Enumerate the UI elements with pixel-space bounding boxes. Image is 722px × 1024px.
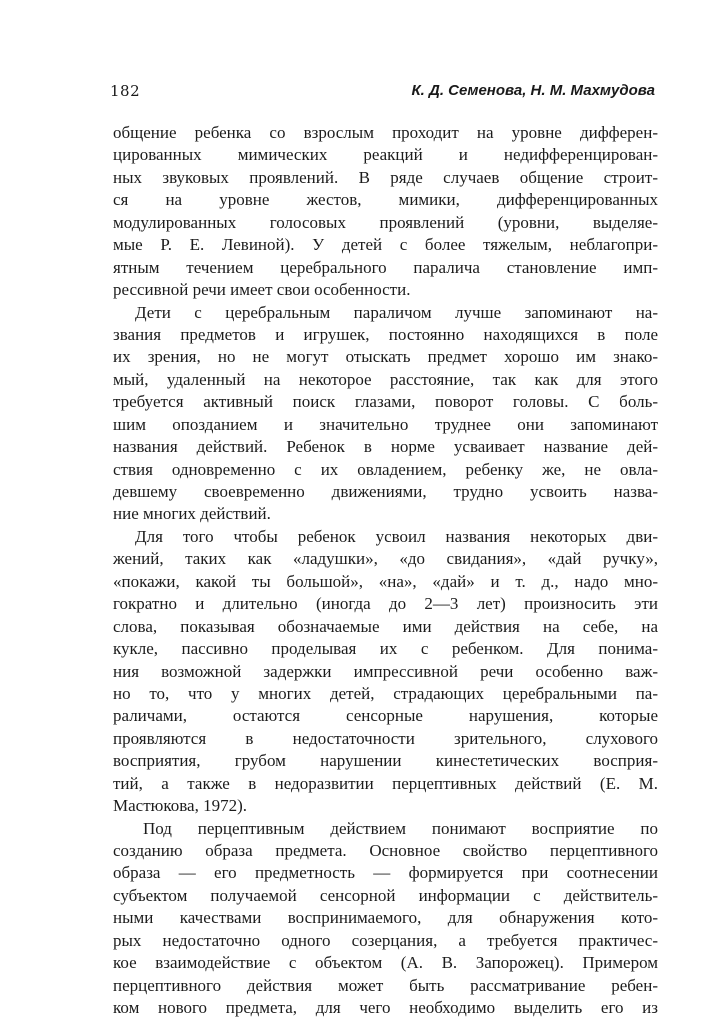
text-line: ние многих действий. <box>113 504 271 524</box>
text-line: ния возможной задержки импрессивной речи особенно важ- <box>113 661 658 681</box>
text-line: мые Р. Е. Левиной). У детей с более тяжелым, неблагопри- <box>113 235 658 255</box>
text-line: но то, что у многих детей, страдающих церебральными па- <box>113 683 658 703</box>
text-line: созданию образа предмета. Основное свойство перцептивного <box>113 841 658 860</box>
text-line: восприятия, грубом нарушении кинестетических восприя- <box>113 751 658 771</box>
text-line: Мастюкова, 1972). <box>113 796 247 816</box>
page-number: 182 <box>110 82 141 100</box>
text-line: шим опозданием и значительно труднее они запоминают <box>113 414 658 434</box>
text-line: субъектом получаемой сенсорной информации с действитель- <box>113 885 658 905</box>
text-line: рессивной речи имеет свои особенности. <box>113 280 411 300</box>
text-line: перцептивного действия может быть рассматривание ребен- <box>113 975 658 995</box>
body-text <box>113 122 658 1020</box>
text-line: общение ребенка со взрослым проходит на уровне дифферен- <box>113 123 658 142</box>
text-line: раличами, остаются сенсорные нарушения, которые <box>113 706 658 726</box>
text-line: ся на уровне жестов, мимики, дифференцированных <box>113 190 658 210</box>
text-line: слова, показывая обозначаемые ими действия на себе, на <box>113 616 658 636</box>
text-line: Дети с церебральным параличом лучше запоминают на- <box>135 302 658 322</box>
text-line: требуется активный поиск глазами, поворот головы. С боль- <box>113 392 658 412</box>
text-line: Для того чтобы ребенок усвоил названия некоторых дви- <box>135 526 658 546</box>
text-line: образа — его предметность — формируется при соотнесении <box>113 863 658 883</box>
text-line: жений, таких как «ладушки», «до свидания», «дай ручку», <box>113 549 658 569</box>
text-line: ятным течением церебрального паралича становление имп- <box>113 257 658 277</box>
text-line: рых недостаточно одного созерцания, а требуется практичес- <box>113 930 658 950</box>
running-head-authors: К. Д. Семенова, Н. М. Махмудова <box>411 82 655 99</box>
text-line: модулированных голосовых проявлений (уровни, выделяе- <box>113 212 658 232</box>
text-line: ными качествами воспринимаемого, для обнаружения кото- <box>113 908 658 928</box>
text-line: тий, а также в недоразвитии перцептивных действий (Е. М. <box>113 773 658 793</box>
text-line: проявляются в недостаточности зрительного, слухового <box>113 728 658 748</box>
text-line: цированных мимических реакций и недифференцирован- <box>113 145 658 165</box>
text-line: Под перцептивным действием понимают восприятие по <box>143 818 658 838</box>
text-line: кое взаимодействие с объектом (А. В. Запорожец). Примером <box>113 953 658 973</box>
text-line: мый, удаленный на некоторое расстояние, так как для этого <box>113 369 658 389</box>
text-line: ком нового предмета, для чего необходимо выделить его из <box>113 998 658 1018</box>
text-line: названия действий. Ребенок в норме усваивает название дей- <box>113 437 658 457</box>
text-line: кукле, пассивно проделывая их с ребенком. Для понима- <box>113 639 658 659</box>
text-line: ствия одновременно с их овладением, ребенку же, не овла- <box>113 459 658 479</box>
text-line: звания предметов и игрушек, постоянно находящихся в поле <box>113 324 658 344</box>
text-line: девшему своевременно движениями, трудно усвоить назва- <box>113 482 658 501</box>
text-line: их зрения, но не могут отыскать предмет хорошо им знако- <box>113 347 658 367</box>
text-line: гократно и длительно (иногда до 2—3 лет) произносить эти <box>113 594 658 614</box>
text-line: «покажи, какой ты большой», «на», «дай» и т. д., надо мно- <box>113 571 658 591</box>
text-line: ных звуковых проявлений. В ряде случаев общение строит- <box>113 167 658 187</box>
page-header <box>110 82 655 106</box>
